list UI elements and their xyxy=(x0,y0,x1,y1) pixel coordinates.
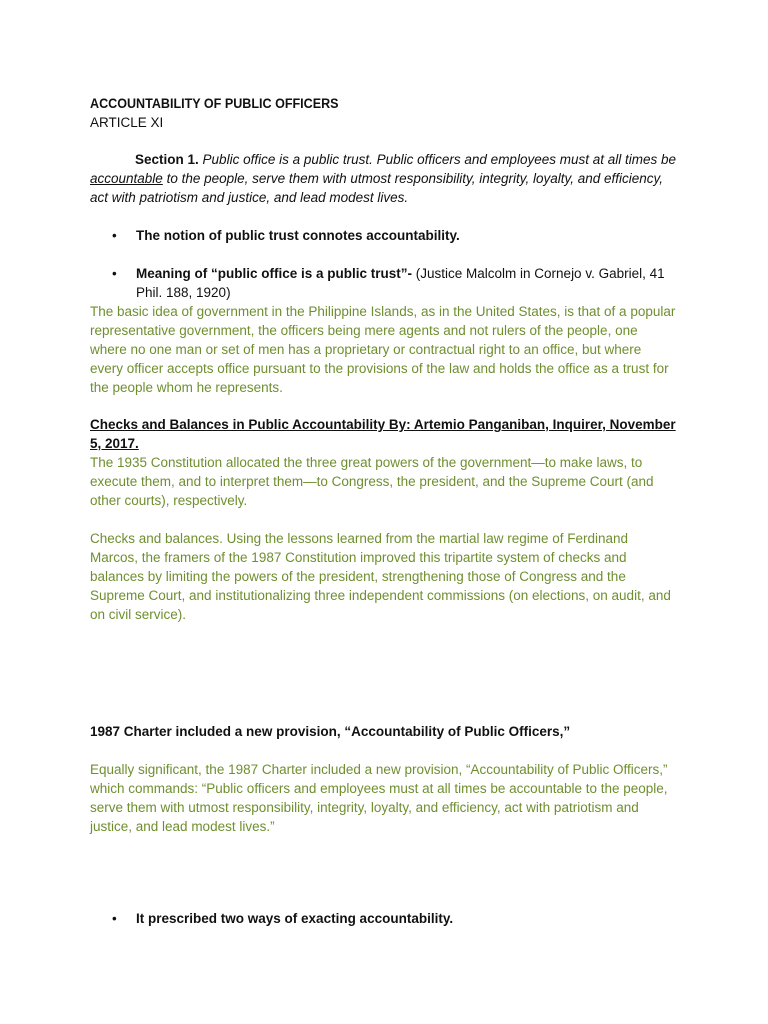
charter-paragraph: Equally significant, the 1987 Charter included a new provision, “Accountability of Public Officers,” which commands: “Public officers and employees must at all times be accountable to the people, serve them with utmost responsibility, integrity, loyalty, and efficiency, act with patriotism and justice, and lead modest lives.” xyxy=(90,762,668,834)
bullet-citation: (Justice Malcolm in Cornejo v. Gabriel, 41 Phil. 188, 1920) xyxy=(136,266,665,300)
section-underlined-word: accountable xyxy=(90,171,163,186)
bullet-public-trust xyxy=(112,226,672,245)
malcolm-quote: The basic idea of government in the Philippine Islands, as in the United States, is that of a popular representative government, the officers being mere agents and not rulers of the people, one where no one man or set of men has a proprietary or contractual right to an office, but where every officer accepts office pursuant to the provisions of the law and holds the office as a trust for the people whom he represents. xyxy=(90,304,676,395)
section-text-after: to the people, serve them with utmost responsibility, integrity, loyalty, and efficiency, act with patriotism and justice, and lead modest lives. xyxy=(90,171,664,205)
bullet-meaning xyxy=(112,264,672,302)
bullet-dot: • xyxy=(112,266,117,281)
bullet-text: The notion of public trust connotes accountability. xyxy=(136,228,460,243)
article-label: ARTICLE XI xyxy=(90,115,164,130)
section-1-paragraph xyxy=(90,150,678,207)
checks-balances-paragraph: Checks and balances. Using the lessons learned from the martial law regime of Ferdinand Marcos, the framers of the 1987 Constitution improved this tripartite system of checks and balances by limiting the powers of the president, strengthening those of Congress and the Supreme Court, and institutionalizing three independent commissions (on elections, on audit, and on civil service). xyxy=(90,531,671,622)
bullet-text: It prescribed two ways of exacting accountability. xyxy=(136,911,454,926)
document-title: ACCOUNTABILITY OF PUBLIC OFFICERS xyxy=(90,96,339,111)
checks-balances-heading: Checks and Balances in Public Accountability By: Artemio Panganiban, Inquirer, November 5, 2017. xyxy=(90,417,676,451)
bullet-dot: • xyxy=(112,911,117,926)
constitution-1935-paragraph: The 1935 Constitution allocated the three great powers of the government—to make laws, to execute them, and to interpret them—to Congress, the president, and the Supreme Court (and other courts), respectively. xyxy=(90,455,654,508)
bullet-text xyxy=(136,264,672,302)
section-label: Section 1. xyxy=(135,152,199,167)
bullet-dot: • xyxy=(112,228,117,243)
bullet-bold-text: Meaning of “public office is a public trust”- xyxy=(136,266,413,281)
charter-heading: 1987 Charter included a new provision, “Accountability of Public Officers,” xyxy=(90,724,571,739)
bullet-two-ways xyxy=(112,909,672,928)
section-text-before: Public office is a public trust. Public officers and employees must at all times be xyxy=(202,152,677,167)
